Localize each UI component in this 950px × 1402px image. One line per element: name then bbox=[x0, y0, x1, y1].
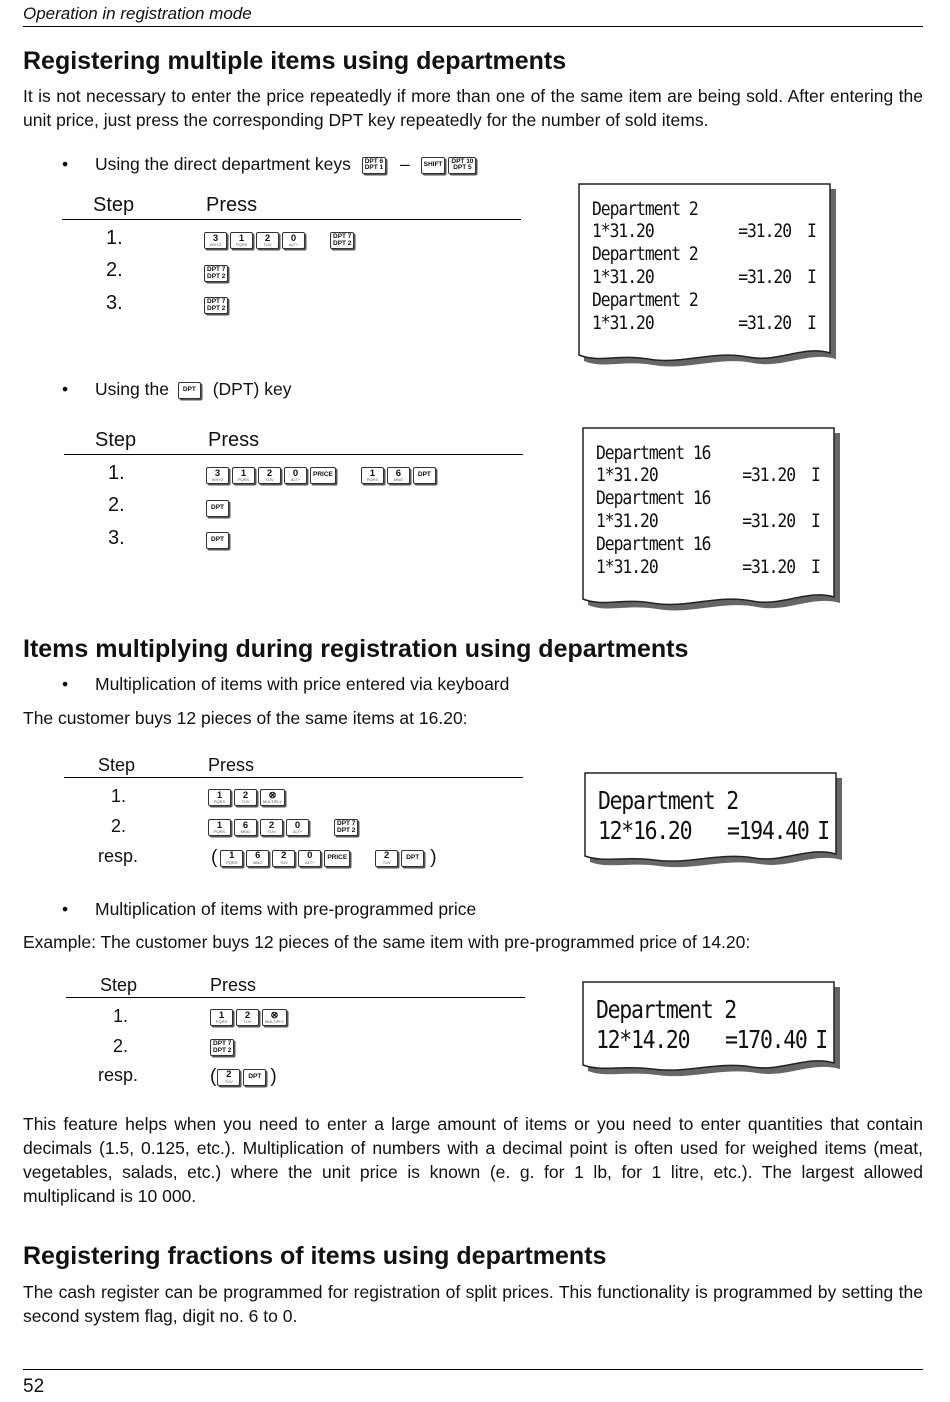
receipt-line: Department 2 bbox=[592, 243, 698, 265]
key-1: 1 PQRS bbox=[232, 467, 255, 484]
receipt-line: 1*31.20 =31.20 I bbox=[592, 266, 816, 288]
receipt-1 bbox=[578, 183, 840, 373]
key-2: 2 TUV bbox=[256, 232, 279, 249]
bullet-text bbox=[95, 154, 479, 175]
bullet-dot: • bbox=[62, 674, 69, 694]
step-1: 1. bbox=[106, 227, 123, 249]
receipt-line: Department 2 bbox=[592, 289, 698, 311]
press-sequence-resp: ( 1 PQRS 6 MNO 2 TUV 0 ALT+ PRICE 2 TUV DPT ) bbox=[211, 847, 437, 868]
receipt-4 bbox=[582, 981, 844, 1081]
col-step: Step bbox=[98, 755, 136, 775]
step-2: 2. bbox=[111, 816, 127, 836]
col-step: Step bbox=[93, 194, 135, 216]
key-3: 3 WXYZ bbox=[204, 232, 227, 249]
step-2: 2. bbox=[106, 259, 123, 281]
bullet-dot: • bbox=[62, 379, 69, 399]
key-2: 2 TUV bbox=[375, 850, 398, 867]
example-12-at-14-20: Example: The customer buys 12 pieces of the same item with pre-programmed price of 14.20: bbox=[23, 932, 751, 952]
bullet-dot: • bbox=[62, 154, 69, 174]
receipt-line: 1*31.20 =31.20 I bbox=[592, 220, 816, 242]
example-12-at-16-20: The customer buys 12 pieces of the same items at 16.20: bbox=[23, 708, 468, 728]
dpt-key: DPT bbox=[178, 382, 201, 399]
press-sequence-2 bbox=[204, 265, 231, 282]
col-step: Step bbox=[95, 429, 137, 451]
col-press: Press bbox=[206, 194, 258, 216]
section-intro: It is not necessary to enter the price repeatedly if more than one of the same item are being sold. After entering the unit price, just press the corresponding DPT key repeatedly for the number of sold items. bbox=[23, 86, 923, 130]
receipt-line: 12*14.20 =170.40 I bbox=[596, 1025, 827, 1054]
bullet-text bbox=[95, 379, 291, 400]
press-sequence-2 bbox=[206, 500, 232, 517]
step-1: 1. bbox=[111, 786, 127, 806]
decimal-quantities-paragraph: This feature helps when you need to enter a large amount of items or you need to enter quantities that contain decimals (1.5, 0.125, etc.). Multiplication of numbers with a decimal point is often used for weighed items (meat, vegetables, salads, etc.) where the unit price is known (e. g. for 1 lb, for 1 litre, etc.). The largest allowed multiplicand is 10 000. bbox=[23, 1114, 923, 1206]
col-press: Press bbox=[208, 429, 260, 451]
dpt7-dpt2-key: DPT 7 DPT 2 bbox=[330, 232, 354, 249]
receipt-line: Department 16 bbox=[596, 487, 711, 509]
footer-rule bbox=[23, 1369, 923, 1370]
col-step: Step bbox=[100, 975, 138, 995]
press-sequence-3 bbox=[204, 297, 231, 314]
dpt7-dpt2-key: DPT 7 DPT 2 bbox=[204, 265, 228, 282]
receipt-line: Department 16 bbox=[596, 442, 711, 464]
bullet-text: Multiplication of items with price entered via keyboard bbox=[95, 674, 510, 694]
table-rule bbox=[66, 997, 525, 998]
key-0: 0 ALT+ bbox=[298, 850, 321, 867]
dpt-key: DPT bbox=[413, 467, 436, 484]
key-0: 0 ALT+ bbox=[282, 232, 305, 249]
header-rule bbox=[23, 26, 923, 27]
press-sequence-3 bbox=[206, 532, 232, 549]
dpt-key: DPT bbox=[206, 532, 229, 549]
receipt-line: 1*31.20 =31.20 I bbox=[596, 510, 820, 532]
receipt-line: Department 2 bbox=[598, 786, 738, 815]
dpt6-dpt1-key: DPT 6 DPT 1 bbox=[362, 157, 386, 174]
step-2: 2. bbox=[113, 1036, 129, 1056]
table-rule bbox=[64, 454, 523, 455]
key-6: 6 MNO bbox=[387, 467, 410, 484]
section-title-multiple-items: Registering multiple items using departments bbox=[23, 47, 567, 75]
key-1: 1 PQRS bbox=[361, 467, 384, 484]
section-title-multiplying: Items multiplying during registration using departments bbox=[23, 635, 689, 663]
receipt-line: Department 2 bbox=[592, 198, 698, 220]
dpt7-dpt2-key: DPT 7 DPT 2 bbox=[210, 1039, 234, 1056]
receipt-line: 1*31.20 =31.20 I bbox=[596, 556, 820, 578]
step-2: 2. bbox=[108, 494, 125, 516]
bullet-text: Multiplication of items with pre-programmed price bbox=[95, 899, 477, 919]
price-key: PRICE bbox=[310, 467, 336, 484]
key-2: 2 TUV bbox=[236, 1009, 259, 1026]
key-2: 2 TUV bbox=[258, 467, 281, 484]
key-1: 1 PQRS bbox=[230, 232, 253, 249]
shift-key: SHIFT bbox=[421, 157, 446, 174]
step-1: 1. bbox=[113, 1006, 129, 1026]
key-1: 1 PQRS bbox=[210, 1009, 233, 1026]
fractions-paragraph: The cash register can be programmed for registration of split prices. This functionality is programmed by setting the second system flag, digit no. 6 to 0. bbox=[23, 1282, 923, 1326]
key-1: 1 PQRS bbox=[208, 819, 231, 836]
bullet-direct-keys-text: Using the direct department keys bbox=[95, 154, 351, 174]
range-dash: – bbox=[400, 154, 410, 174]
key-2: 2 TUV bbox=[217, 1069, 240, 1086]
bullet-dot: • bbox=[62, 899, 69, 919]
price-key: PRICE bbox=[324, 850, 350, 867]
receipt-line: 12*16.20 =194.40 I bbox=[598, 816, 829, 845]
col-press: Press bbox=[210, 975, 257, 995]
running-header: Operation in registration mode bbox=[23, 4, 252, 23]
key-6: 6 MNO bbox=[246, 850, 269, 867]
press-sequence-1 bbox=[206, 467, 439, 484]
receipt-2 bbox=[582, 427, 844, 617]
dpt10-dpt5-key: DPT 10 DPT 5 bbox=[448, 157, 476, 174]
receipt-3 bbox=[584, 772, 846, 872]
key-3: 3 WXYZ bbox=[206, 467, 229, 484]
col-press: Press bbox=[208, 755, 255, 775]
step-3: 3. bbox=[108, 527, 125, 549]
press-sequence-1 bbox=[210, 1009, 290, 1026]
multiply-key: ⊗ MULTIPLY bbox=[260, 789, 285, 806]
step-resp: resp. bbox=[98, 1065, 139, 1085]
step-1: 1. bbox=[108, 462, 125, 484]
section-title-fractions: Registering fractions of items using departments bbox=[23, 1242, 607, 1270]
step-resp: resp. bbox=[98, 846, 139, 866]
step-3: 3. bbox=[106, 292, 123, 314]
key-0: 0 ALT+ bbox=[286, 819, 309, 836]
press-sequence-1 bbox=[204, 232, 357, 249]
table-rule bbox=[62, 219, 521, 220]
bullet-dpt-pre: Using the bbox=[95, 379, 169, 399]
key-2: 2 TUV bbox=[260, 819, 283, 836]
press-sequence-2 bbox=[210, 1039, 237, 1056]
press-sequence-1 bbox=[208, 789, 288, 806]
dpt-key: DPT bbox=[401, 850, 424, 867]
bullet-dpt-post: (DPT) key bbox=[212, 379, 292, 399]
receipt-line: 1*31.20 =31.20 I bbox=[592, 312, 816, 334]
multiply-key: ⊗ MULTIPLY bbox=[262, 1009, 287, 1026]
page-number: 52 bbox=[23, 1376, 45, 1397]
dpt7-dpt2-key: DPT 7 DPT 2 bbox=[204, 297, 228, 314]
key-1: 1 PQRS bbox=[220, 850, 243, 867]
receipt-line: Department 16 bbox=[596, 533, 711, 555]
receipt-line: Department 2 bbox=[596, 995, 736, 1024]
press-sequence-2 bbox=[208, 819, 361, 836]
key-2: 2 TUV bbox=[272, 850, 295, 867]
dpt7-dpt2-key: DPT 7 DPT 2 bbox=[334, 819, 358, 836]
dpt-key: DPT bbox=[243, 1069, 266, 1086]
table-rule bbox=[64, 777, 523, 778]
key-1: 1 PQRS bbox=[208, 789, 231, 806]
key-0: 0 ALT+ bbox=[284, 467, 307, 484]
dpt-key: DPT bbox=[206, 500, 229, 517]
key-2: 2 TUV bbox=[234, 789, 257, 806]
press-sequence-resp: ( 2 TUV DPT ) bbox=[210, 1066, 277, 1087]
receipt-line: 1*31.20 =31.20 I bbox=[596, 464, 820, 486]
key-6: 6 MNO bbox=[234, 819, 257, 836]
